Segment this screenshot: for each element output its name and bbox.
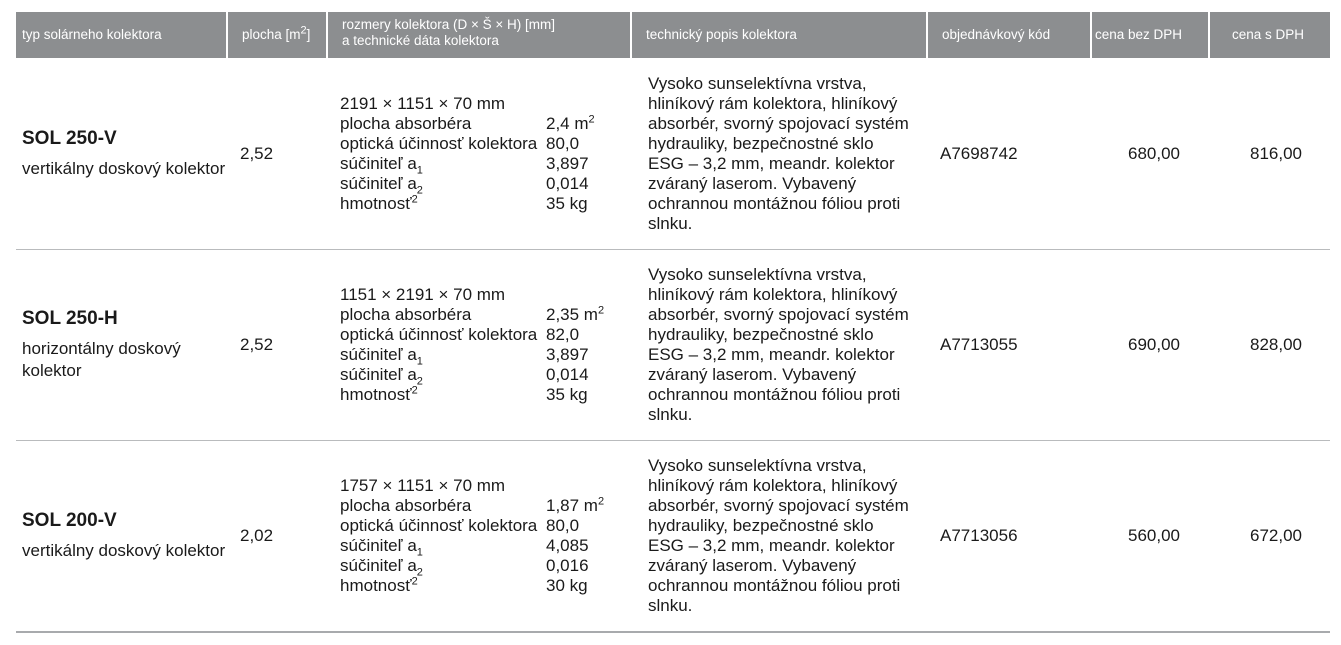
order-code-cell: A7713056 bbox=[940, 526, 1018, 545]
spec-a1-label bbox=[340, 345, 546, 368]
description-text: Vysoko sunselektívna vrstva, hliníkový rám kolektora, hliníkový absorbér, svorný spojovací systém hydrauliky, bezpečnostné sklo ESG – 3,2 mm, meandr. kolektor zváraný laserom. Vybavený ochrannou montážnou fóliou proti slnku. bbox=[648, 73, 909, 233]
price-net-cell: 680,00 bbox=[1128, 143, 1180, 163]
header-description bbox=[630, 12, 926, 58]
spec-absorber-value bbox=[546, 114, 630, 134]
spec-absorber bbox=[340, 496, 630, 516]
order-code-cell: A7698742 bbox=[940, 143, 1018, 163]
collector-name: SOL 200-V bbox=[22, 510, 117, 531]
collector-type-cell bbox=[16, 308, 226, 382]
spec-weight bbox=[340, 385, 630, 405]
table-row bbox=[16, 441, 1330, 633]
order-code-cell: A7713055 bbox=[940, 335, 1018, 354]
table-row bbox=[16, 58, 1330, 250]
price-gross-cell: 672,00 bbox=[1250, 526, 1302, 545]
collector-subtitle: vertikálny doskový kolektor bbox=[22, 158, 226, 178]
price-table bbox=[16, 12, 1330, 633]
coef-label: súčiniteľ a bbox=[340, 556, 417, 575]
spec-a2-label bbox=[340, 174, 546, 194]
header-price-net bbox=[1090, 12, 1208, 58]
area-cell: 2,52 bbox=[240, 335, 274, 354]
absorber-m2-sup: 2 bbox=[588, 112, 595, 125]
spec-absorber-label: plocha absorbéra bbox=[340, 305, 472, 324]
spec-a2-value: 0,016 bbox=[546, 556, 589, 575]
area-cell: 2,52 bbox=[240, 143, 274, 163]
description-cell bbox=[630, 74, 926, 234]
coef-sub1: 1 bbox=[416, 355, 423, 368]
header-code-label: objednávkový kód bbox=[942, 27, 1051, 42]
header-price-gross bbox=[1208, 12, 1330, 58]
table-row bbox=[16, 250, 1330, 441]
spec-a1-label bbox=[340, 536, 546, 559]
spec-a2-value: 0,014 bbox=[546, 173, 589, 193]
spec-absorber-value bbox=[546, 496, 630, 516]
absorber-value: 1,87 m bbox=[546, 496, 598, 515]
header-dims-line2: a technické dáta kolektora bbox=[342, 33, 499, 48]
header-type bbox=[16, 12, 226, 58]
spec-weight bbox=[340, 576, 630, 596]
header-area-label: plocha [m bbox=[242, 27, 301, 42]
spec-a1 bbox=[340, 345, 630, 368]
table-header bbox=[16, 12, 1330, 58]
coef-label: súčiniteľ a bbox=[340, 173, 417, 193]
spec-a2 bbox=[340, 556, 630, 579]
absorber-m2-sup: 2 bbox=[597, 495, 605, 508]
description-cell bbox=[630, 265, 926, 425]
spec-efficiency-label: optická účinnosť kolektora bbox=[340, 516, 538, 535]
spec-a1-value: 3,897 bbox=[546, 345, 589, 364]
header-area-sup: 2 bbox=[300, 24, 307, 37]
coef-label: súčiniteľ a bbox=[340, 365, 417, 384]
price-gross-cell: 828,00 bbox=[1250, 335, 1302, 354]
coef-label: súčiniteľ a bbox=[340, 345, 417, 364]
collector-name: SOL 250-H bbox=[22, 308, 118, 329]
spec-a1-value: 4,085 bbox=[546, 536, 589, 555]
coef-label: súčiniteľ a bbox=[340, 536, 417, 555]
price-gross-cell: 816,00 bbox=[1250, 143, 1302, 163]
dimensions: 1151 × 2191 × 70 mm bbox=[340, 285, 506, 304]
absorber-value: 2,35 m bbox=[546, 305, 598, 324]
price-net-cell: 690,00 bbox=[1128, 335, 1180, 354]
weight-sup: 2 bbox=[411, 575, 418, 588]
weight-label: hmotnosť bbox=[340, 576, 412, 595]
spec-absorber-label: plocha absorbéra bbox=[340, 113, 472, 133]
coef-sub1: 1 bbox=[416, 163, 423, 176]
header-area-close: ] bbox=[306, 27, 311, 42]
coef-sub2: 2 bbox=[416, 566, 423, 579]
spec-absorber bbox=[340, 305, 630, 325]
spec-weight bbox=[340, 194, 630, 214]
spec-a1 bbox=[340, 536, 630, 559]
header-dims-line1: rozmery kolektora (D × Š × H) [mm] bbox=[342, 17, 556, 32]
description-text: Vysoko sunselektívna vrstva, hliníkový rám kolektora, hliníkový absorbér, svorný spojovací systém hydrauliky, bezpečnostné sklo ESG – 3,2 mm, meandr. kolektor zváraný laserom. Vybavený ochrannou montážnou fóliou proti slnku. bbox=[648, 456, 909, 615]
spec-efficiency bbox=[340, 134, 630, 154]
spec-weight-value: 35 kg bbox=[546, 385, 588, 404]
area-cell: 2,02 bbox=[240, 526, 274, 545]
header-type-label: typ solárneho kolektora bbox=[22, 27, 162, 42]
coef-sub2: 2 bbox=[416, 183, 423, 196]
weight-label: hmotnosť bbox=[340, 385, 412, 404]
collector-name: SOL 250-V bbox=[22, 127, 117, 149]
spec-efficiency-label: optická účinnosť kolektora bbox=[340, 133, 538, 153]
collector-type-cell bbox=[16, 510, 226, 562]
price-net-cell: 560,00 bbox=[1128, 526, 1180, 545]
coef-sub1: 1 bbox=[416, 546, 423, 559]
weight-label: hmotnosť bbox=[340, 193, 412, 213]
header-dimensions bbox=[326, 12, 630, 58]
coef-label: súčiniteľ a bbox=[340, 153, 417, 173]
header-price-gross-label: cena s DPH bbox=[1231, 27, 1304, 42]
header-price-net-label: cena bez DPH bbox=[1094, 27, 1182, 42]
spec-a2-value: 0,014 bbox=[546, 365, 589, 384]
coef-sub2: 2 bbox=[416, 375, 423, 388]
collector-subtitle: horizontálny doskový kolektor bbox=[22, 339, 181, 380]
spec-a2-label bbox=[340, 365, 546, 388]
spec-a2 bbox=[340, 174, 630, 194]
specs-cell bbox=[326, 476, 630, 596]
spec-a1-value: 3,897 bbox=[546, 153, 589, 173]
dimensions: 2191 × 1151 × 70 mm bbox=[340, 93, 506, 113]
spec-a1 bbox=[340, 154, 630, 174]
weight-sup: 2 bbox=[411, 192, 418, 205]
spec-absorber-value bbox=[546, 305, 630, 325]
absorber-value: 2,4 m bbox=[546, 113, 589, 133]
collector-subtitle: vertikálny doskový kolektor bbox=[22, 541, 226, 560]
spec-absorber-label: plocha absorbéra bbox=[340, 496, 472, 515]
header-code bbox=[926, 12, 1090, 58]
spec-efficiency bbox=[340, 325, 630, 345]
spec-weight-label bbox=[340, 576, 546, 596]
spec-a2-label bbox=[340, 556, 546, 579]
spec-efficiency-value: 82,0 bbox=[546, 325, 580, 344]
spec-weight-value: 35 kg bbox=[546, 193, 588, 213]
spec-weight-label bbox=[340, 385, 546, 405]
header-area bbox=[226, 12, 326, 58]
specs-cell bbox=[326, 285, 630, 405]
collector-type-cell bbox=[16, 128, 226, 180]
spec-efficiency-label: optická účinnosť kolektora bbox=[340, 325, 538, 344]
spec-efficiency bbox=[340, 516, 630, 536]
absorber-m2-sup: 2 bbox=[597, 304, 605, 317]
spec-a1-label bbox=[340, 154, 546, 174]
spec-weight-value: 30 kg bbox=[546, 576, 588, 595]
header-description-label: technický popis kolektora bbox=[646, 27, 797, 42]
dimensions: 1757 × 1151 × 70 mm bbox=[340, 476, 506, 495]
spec-weight-label bbox=[340, 194, 546, 214]
spec-a2 bbox=[340, 365, 630, 388]
spec-efficiency-value: 80,0 bbox=[546, 516, 580, 535]
weight-sup: 2 bbox=[411, 384, 418, 397]
description-text: Vysoko sunselektívna vrstva, hliníkový rám kolektora, hliníkový absorbér, svorný spojovací systém hydrauliky, bezpečnostné sklo ESG – 3,2 mm, meandr. kolektor zváraný laserom. Vybavený ochrannou montážnou fóliou proti slnku. bbox=[648, 265, 909, 424]
description-cell bbox=[630, 456, 926, 616]
spec-efficiency-value: 80,0 bbox=[546, 133, 580, 153]
specs-cell bbox=[326, 94, 630, 214]
spec-absorber bbox=[340, 114, 630, 134]
